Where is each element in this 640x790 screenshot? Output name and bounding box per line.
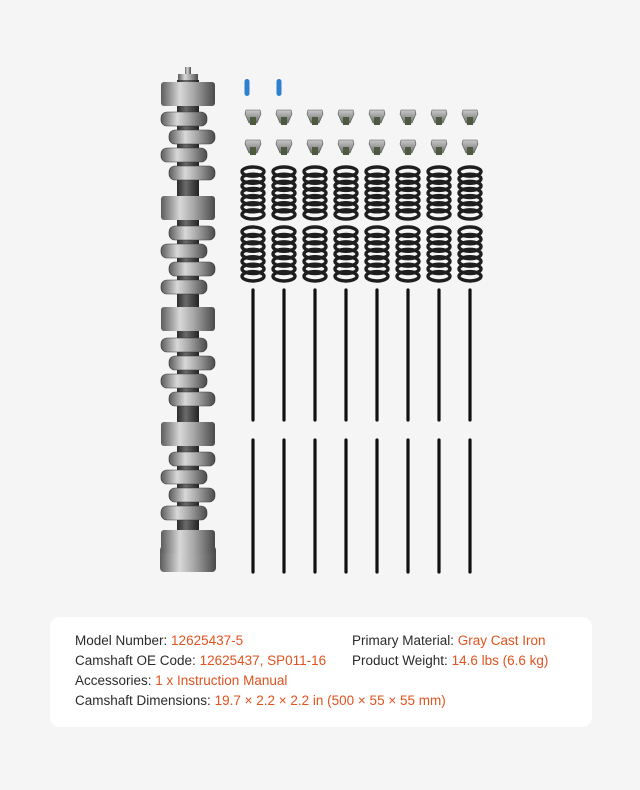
spec-label: Camshaft OE Code:	[75, 653, 200, 668]
valve-lock-insert	[405, 117, 411, 125]
camshaft-journal	[161, 82, 215, 106]
spring-coil	[335, 272, 357, 281]
spring-coil	[397, 210, 419, 219]
valve-spring	[459, 227, 481, 281]
spec-value: 14.6 lbs (6.6 kg)	[451, 653, 549, 668]
spec-value: 12625437, SP011-16	[199, 653, 327, 668]
camshaft-journal	[161, 422, 215, 446]
camshaft-journal	[161, 307, 215, 331]
camshaft-lobe	[161, 280, 207, 294]
camshaft	[160, 67, 216, 572]
valve-spring	[304, 227, 326, 281]
spring-coil	[366, 272, 388, 281]
camshaft-lobe	[161, 470, 207, 484]
camshaft-lobe	[161, 112, 207, 126]
spring-coil	[428, 272, 450, 281]
spec-value: 12625437-5	[171, 633, 244, 648]
spec-label: Product Weight:	[352, 653, 452, 668]
valve-lock-insert	[405, 147, 411, 155]
valve-lock-insert	[312, 147, 318, 155]
camshaft-lobe	[161, 244, 207, 258]
spec-card	[50, 617, 592, 727]
camshaft-journal	[161, 196, 215, 220]
spring-coil	[366, 210, 388, 219]
spring-coil	[273, 272, 295, 281]
spec-model-number	[75, 633, 243, 648]
spec-camshaft-dimensions	[75, 693, 446, 708]
camshaft-lobe	[161, 338, 207, 352]
valve-lock-insert	[436, 117, 442, 125]
camshaft-lobe	[169, 452, 215, 466]
valve-lock-insert	[467, 117, 473, 125]
spec-camshaft-oe-code	[75, 653, 326, 668]
valve-lock-insert	[467, 147, 473, 155]
spring-coil	[397, 272, 419, 281]
spec-accessories	[75, 673, 287, 688]
spec-label: Primary Material:	[352, 633, 458, 648]
valve-spring	[366, 227, 388, 281]
valve-spring	[304, 167, 326, 219]
camshaft-lobe	[169, 356, 215, 370]
camshaft-lobe	[161, 506, 207, 520]
camshaft-lobe	[169, 262, 215, 276]
spec-primary-material	[352, 633, 546, 648]
spring-coil	[459, 210, 481, 219]
valve-spring	[428, 227, 450, 281]
valve-lock-insert	[374, 147, 380, 155]
valve-spring	[428, 167, 450, 219]
valve-springs	[242, 167, 481, 281]
camshaft-lobe	[169, 130, 215, 144]
valve-lock-insert	[374, 117, 380, 125]
valve-lock-insert	[343, 147, 349, 155]
spring-coil	[428, 210, 450, 219]
spec-label: Accessories:	[75, 673, 156, 688]
valve-spring	[366, 167, 388, 219]
spring-coil	[242, 210, 264, 219]
spec-label: Camshaft Dimensions:	[75, 693, 215, 708]
pushrods	[253, 290, 470, 572]
spring-coil	[304, 210, 326, 219]
camshaft-lobe	[169, 392, 215, 406]
spec-product-weight	[352, 653, 548, 668]
camshaft-lobe	[161, 148, 207, 162]
camshaft-lobe	[169, 166, 215, 180]
dowel-pin	[245, 79, 250, 96]
spring-coil	[304, 272, 326, 281]
camshaft-lobe	[169, 488, 215, 502]
valve-spring	[335, 227, 357, 281]
camshaft-journal	[161, 530, 215, 554]
valve-lock-insert	[281, 117, 287, 125]
dowel-pins	[245, 79, 282, 96]
valve-spring	[273, 227, 295, 281]
spec-value: 19.7 × 2.2 × 2.2 in (500 × 55 × 55 mm)	[214, 693, 446, 708]
spring-coil	[242, 272, 264, 281]
valve-spring	[335, 167, 357, 219]
camshaft-lobe	[169, 226, 215, 240]
valve-spring	[397, 167, 419, 219]
dowel-pin	[277, 79, 282, 96]
spec-value: Gray Cast Iron	[457, 633, 546, 648]
valve-lock-insert	[436, 147, 442, 155]
spring-coil	[459, 272, 481, 281]
valve-spring	[242, 227, 264, 281]
valve-locks	[245, 110, 478, 155]
camshaft-lobe	[161, 374, 207, 388]
valve-spring	[459, 167, 481, 219]
spec-label: Model Number:	[75, 633, 172, 648]
valve-spring	[242, 167, 264, 219]
valve-lock-insert	[281, 147, 287, 155]
spring-coil	[335, 210, 357, 219]
valve-lock-insert	[250, 147, 256, 155]
valve-lock-insert	[250, 117, 256, 125]
spec-value: 1 x Instruction Manual	[155, 673, 288, 688]
valve-spring	[397, 227, 419, 281]
valve-spring	[273, 167, 295, 219]
valve-lock-insert	[343, 117, 349, 125]
valve-lock-insert	[312, 117, 318, 125]
spring-coil	[273, 210, 295, 219]
